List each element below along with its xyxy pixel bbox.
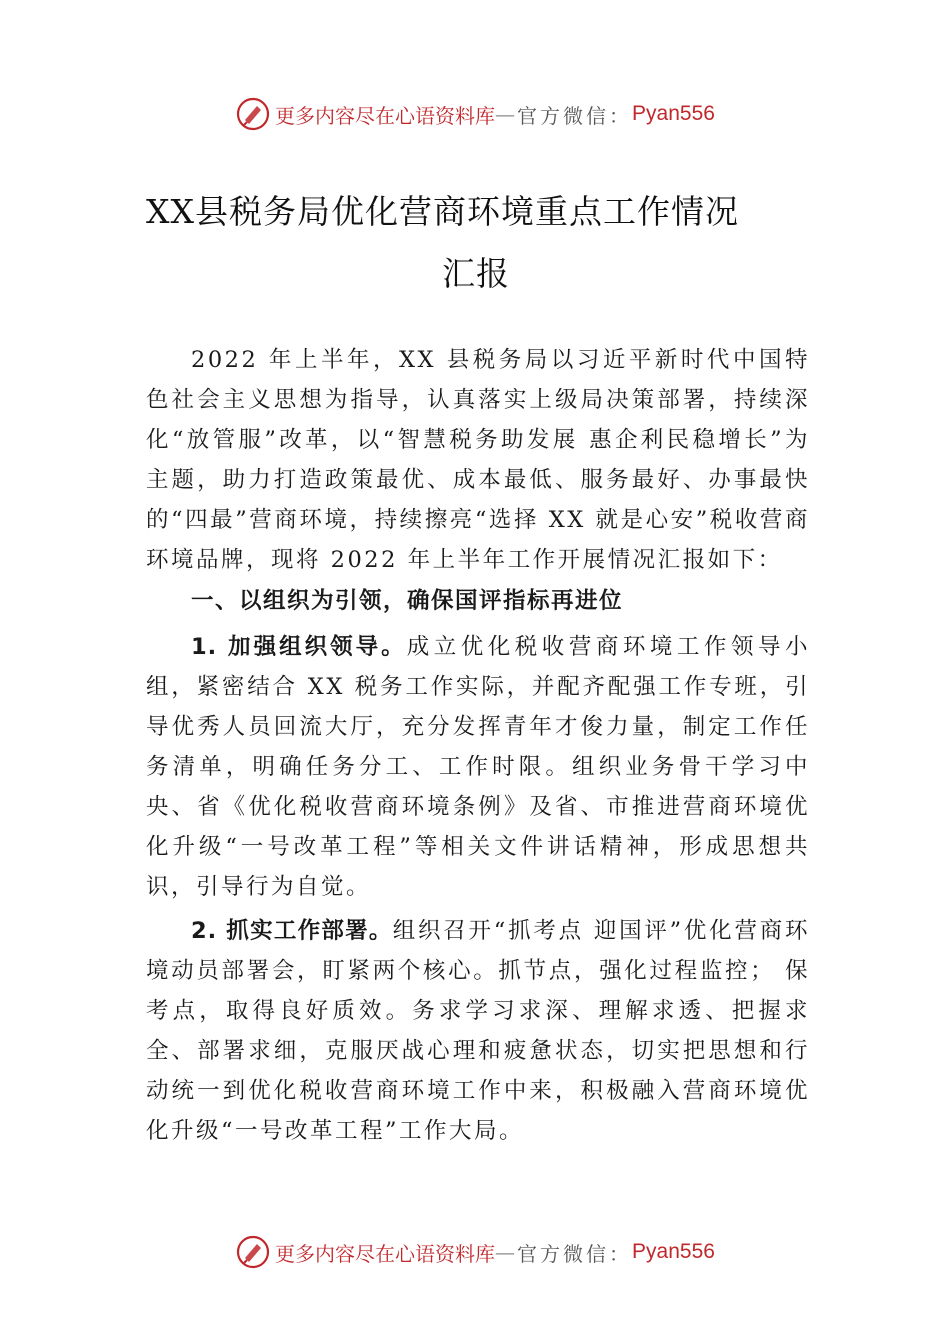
- list-item: [146, 911, 810, 1151]
- item-lead: 1. 加强组织领导。: [191, 634, 407, 660]
- watermark-brand: 更多内容尽在心语资料库: [275, 103, 496, 128]
- section-heading: 一、以组织为引领，确保国评指标再进位: [191, 588, 624, 614]
- item-body: 成立优化税收营商环境工作领导小组，紧密结合 XX 税务工作实际，并配齐配强工作专班，引导优秀人员回流大厅，充分发挥青年才俊力量，制定工作任务清单，明确任务分工、工作时限。组织业务骨干学习中央、省《优化税收营商环境条例》及省、市推进营商环境优化升级“一号改革工程”等相关文件讲话精神，形成思想共识，引导行为自觉。: [146, 634, 810, 900]
- document-title-line2: 汇报: [442, 254, 510, 293]
- list-item: [146, 627, 810, 907]
- item-lead: 2. 抓实工作部署。: [191, 918, 393, 944]
- intro-paragraph: 2022 年上半年，XX 县税务局以习近平新时代中国特色社会主义思想为指导，认真落实上级局决策部署，持续深化“放管服”改革，以“智慧税务助发展 惠企利民稳增长”为主题，助力打造政策最优、成本最低、服务最好、办事最快的“四最”营商环境，持续擦亮“选择 XX 就是心安”税收营商环境品牌，现将 2022 年上半年工作开展情况汇报如下：: [146, 347, 810, 573]
- item-body: 组织召开“抓考点 迎国评”优化营商环境动员部署会，盯紧两个核心。抓节点，强化过程监控； 保考点，取得良好质效。务求学习求深、理解求透、把握求全、部署求细，克服厌战心理和疲惫状态，切实把思想和行动统一到优化税收营商环境工作中来，积极融入营商环境优化升级“一号改革工程”工作大局。: [146, 918, 810, 1144]
- watermark-wechat-id: Pyan556: [632, 102, 715, 125]
- watermark-banner-bottom: [0, 1232, 950, 1272]
- watermark-wechat-label: 官方微信：: [517, 103, 633, 128]
- watermark-wechat-label: 官方微信：: [517, 1241, 633, 1266]
- watermark-brand: 更多内容尽在心语资料库: [275, 1241, 496, 1266]
- document-body: [146, 340, 810, 1155]
- watermark-separator: —: [495, 102, 518, 126]
- brand-logo-icon: [235, 96, 271, 132]
- document-title-line1: XX县税务局优化营商环境重点工作情况: [146, 192, 739, 231]
- watermark-wechat-id: Pyan556: [632, 1240, 715, 1263]
- watermark-separator: —: [495, 1240, 518, 1264]
- watermark-banner-top: [0, 94, 950, 134]
- brand-logo-icon: [235, 1234, 271, 1270]
